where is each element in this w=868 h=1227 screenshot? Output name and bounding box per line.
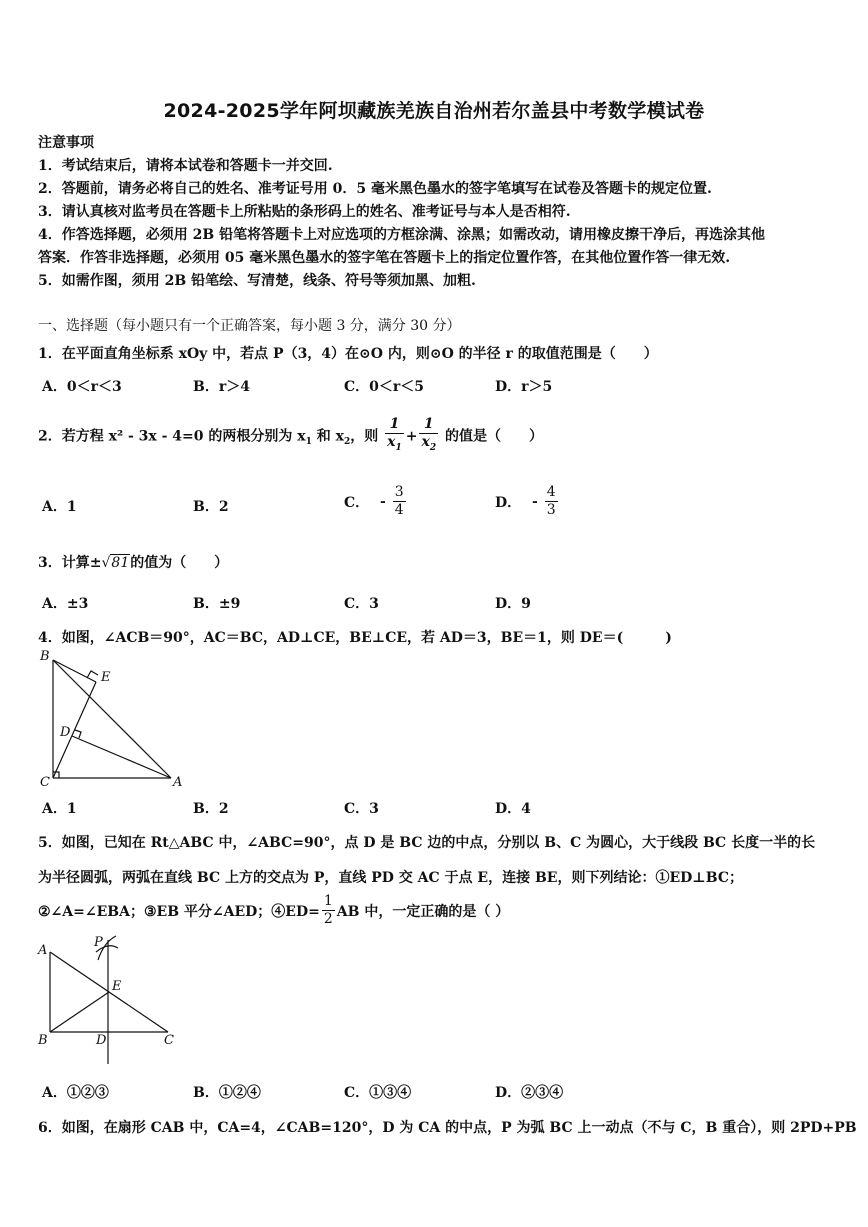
q2-option-d: D． - $\frac{4}{3}$: [495, 484, 556, 518]
sqrt-symbol: √: [101, 555, 111, 571]
notice-item: 1．考试结束后，请将本试卷和答题卡一并交回.: [38, 158, 333, 174]
question-3-text: 3．计算±√81的值为（ ）: [38, 555, 229, 571]
q4-option-d: D．4: [495, 801, 531, 817]
label-B: B: [40, 649, 50, 664]
exam-title: 2024-2025学年阿坝藏族羌族自治州若尔盖县中考数学模试卷: [163, 100, 705, 122]
fraction-1-2: $\frac{1}{2}$: [323, 893, 333, 927]
q3-option-d: D．9: [495, 596, 531, 612]
question-1-text: 1．在平面直角坐标系 xOy 中，若点 P（3，4）在⊙O 内，则⊙O 的半径 r 的取值范围是（ ）: [38, 346, 658, 362]
q1-option-b: B．r＞4: [193, 379, 250, 395]
label-E: E: [112, 979, 122, 994]
fraction-3-4: $\frac{3}{4}$: [394, 484, 404, 518]
q5-option-c: C．①③④: [344, 1085, 412, 1101]
notice-item: 5．如需作图，须用 2B 铅笔绘、写清楚，线条、符号等须加黑、加粗.: [38, 273, 476, 289]
label-D: D: [96, 1033, 107, 1048]
q4-option-c: C．3: [344, 801, 379, 817]
q4-option-b: B．2: [193, 801, 229, 817]
q1-option-d: D．r＞5: [495, 379, 553, 395]
q5-option-b: B．①②④: [193, 1085, 261, 1101]
question-5-line-2: 为半径圆弧，两弧在直线 BC 上方的交点为 P，直线 PD 交 AC 于点 E，连接 BE，则下列结论：①ED⊥BC；: [38, 870, 743, 886]
label-P: P: [94, 935, 103, 950]
section-heading: 一、选择题（每小题只有一个正确答案，每小题 3 分，满分 30 分）: [38, 318, 461, 334]
q3-option-c: C．3: [344, 596, 379, 612]
q1-option-a: A．0＜r＜3: [42, 379, 122, 395]
fraction-1-over-x2: $\frac{1}{x_2}$: [421, 416, 437, 453]
notice-item: 3．请认真核对监考员在答题卡上所粘贴的条形码上的姓名、准考证号与本人是否相符.: [38, 204, 571, 220]
q4-figure: [36, 648, 196, 792]
label-B: B: [38, 1033, 48, 1048]
q3-option-b: B．±9: [193, 596, 241, 612]
label-D: D: [60, 725, 71, 740]
q2-option-b: B．2: [193, 499, 229, 515]
label-C: C: [164, 1033, 174, 1048]
question-5-line-1: 5．如图，已知在 Rt△ABC 中，∠ABC=90°，点 D 是 BC 边的中点，分别以 B、C 为圆心，大于线段 BC 长度一半的长: [38, 835, 816, 851]
q3-option-a: A．±3: [42, 596, 89, 612]
notice-item: 4．作答选择题，必须用 2B 铅笔将答题卡上对应选项的方框涂满、涂黑；如需改动，请用橡皮擦干净后，再选涂其他: [38, 227, 766, 243]
question-4-text: 4．如图，∠ACB＝90°，AC＝BC，AD⊥CE，BE⊥CE，若 AD＝3，BE＝1，则 DE＝( ): [38, 630, 672, 646]
notice-heading: 注意事项: [38, 135, 94, 151]
radicand: 81: [111, 555, 130, 571]
q5-option-a: A．①②③: [42, 1085, 109, 1101]
q2-option-c: C． - $\frac{3}{4}$: [344, 484, 404, 518]
fraction-1-over-x1: $\frac{1}{x_1}$: [387, 416, 402, 453]
notice-item: 答案．作答非选择题，必须用 05 毫米黑色墨水的签字笔在答题卡上的指定位置作答，在其他位置作答一律无效.: [38, 250, 731, 266]
question-6-text: 6．如图，在扇形 CAB 中，CA=4，∠CAB=120°，D 为 CA 的中点，P 为弧 BC 上一动点（不与 C，B 重合），则 2PD+PB: [38, 1120, 857, 1136]
fraction-4-3: $\frac{4}{3}$: [546, 484, 556, 518]
label-A: A: [38, 943, 48, 958]
notice-item: 2．答题前，请务必将自己的姓名、准考证号用 0．5 毫米黑色墨水的签字笔填写在试卷及答题卡的规定位置.: [38, 181, 712, 197]
q2-option-a: A．1: [42, 499, 77, 515]
question-2-text: 2．若方程 x² - 3x - 4=0 的两根分别为 $x_1$ 和 $x_2$，则 $\frac{1}{x_1}$ + $\frac{1}{x_2}$ 的值是（ ）: [38, 416, 543, 457]
label-A: A: [173, 775, 183, 790]
q5-figure: [36, 930, 186, 1072]
question-5-line-3: ②∠A=∠EBA；③EB 平分∠AED；④ED= $\frac{1}{2}$ AB 中，一定正确的是（ ）: [38, 893, 510, 927]
q1-option-c: C．0＜r＜5: [344, 379, 425, 395]
q5-option-d: D．②③④: [495, 1085, 564, 1101]
label-E: E: [101, 670, 111, 685]
q4-option-a: A．1: [42, 801, 77, 817]
label-C: C: [40, 775, 50, 790]
